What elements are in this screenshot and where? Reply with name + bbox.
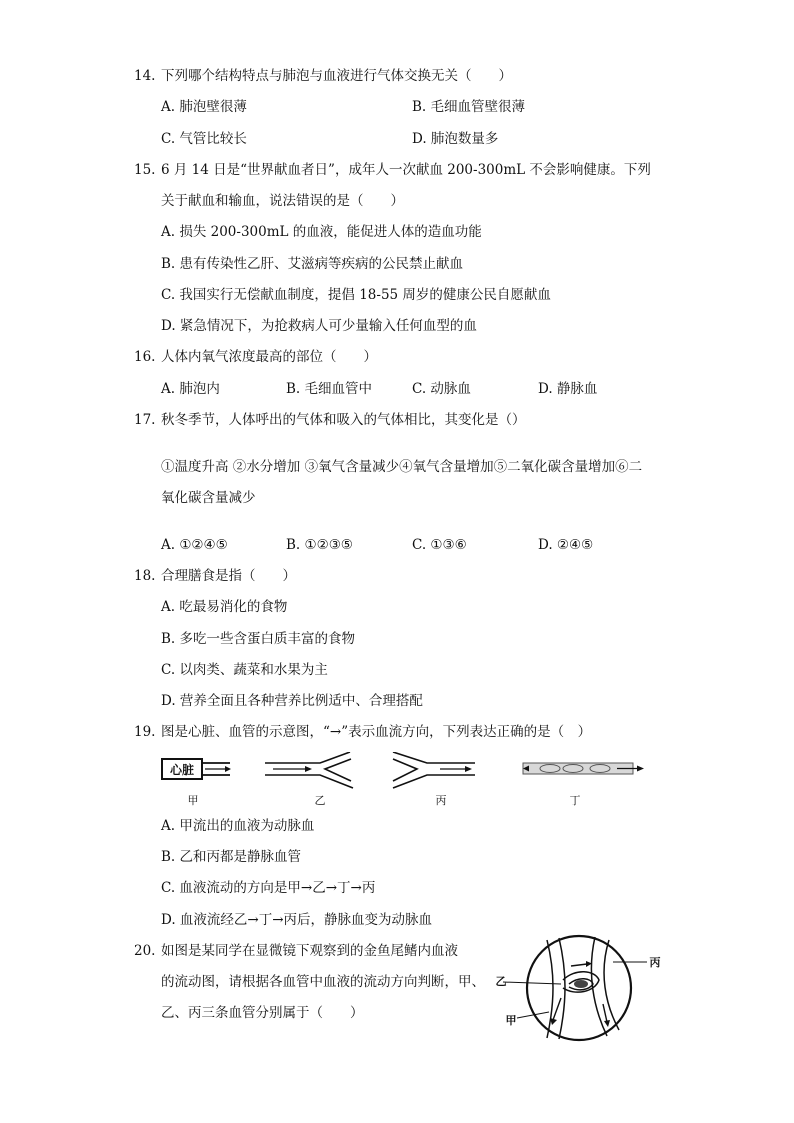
option-c: C. 我国实行无偿献血制度，提倡 18-55 周岁的健康公民自愿献血 bbox=[161, 287, 551, 303]
option-d: D. 紧急情况下，为抢救病人可少量输入任何血型的血 bbox=[161, 318, 477, 334]
question-stem-continued: 的流动图，请根据各血管中血液的流动方向判断，甲、 bbox=[161, 974, 485, 990]
option-b: B. 毛细血管壁很薄 bbox=[412, 99, 526, 115]
vessel-bing-figure bbox=[393, 752, 475, 788]
vessel-yi-figure bbox=[265, 752, 353, 788]
option-b: B. 毛细血管中 bbox=[286, 381, 373, 397]
vessel-jia-figure bbox=[162, 759, 231, 779]
statement-list-continued: 氧化碳含量减少 bbox=[161, 490, 256, 506]
option-b: B. ①②③⑤ bbox=[286, 537, 353, 553]
option-a: A. 甲流出的血液为动脉血 bbox=[161, 818, 315, 834]
option-d: D. 静脉血 bbox=[538, 381, 598, 397]
option-d: D. 血液流经乙→丁→丙后，静脉血变为动脉血 bbox=[161, 912, 433, 928]
option-a: A. 肺泡壁很薄 bbox=[161, 99, 247, 115]
label-jia: 甲 bbox=[505, 1014, 517, 1027]
option-b: B. 乙和丙都是静脉血管 bbox=[161, 849, 302, 865]
option-a: A. 肺泡内 bbox=[161, 381, 220, 397]
label-yi: 乙 bbox=[495, 975, 507, 988]
question-number: 17. bbox=[134, 412, 156, 428]
blood-vessel-diagram bbox=[155, 752, 645, 810]
option-d: D. ②④⑤ bbox=[538, 537, 594, 553]
option-d: D. 营养全面且各种营养比例适中、合理搭配 bbox=[161, 693, 423, 709]
label-ding: 丁 bbox=[569, 794, 581, 807]
option-c: C. 动脉血 bbox=[412, 381, 471, 397]
question-number: 14. bbox=[134, 68, 156, 84]
question-stem: 图是心脏、血管的示意图，“→”表示血流方向，下列表达正确的是（ ） bbox=[161, 724, 592, 740]
question-stem: 人体内氧气浓度最高的部位（ ） bbox=[161, 349, 377, 365]
option-c: C. 以肉类、蔬菜和水果为主 bbox=[161, 662, 328, 678]
question-number: 15. bbox=[134, 162, 156, 178]
question-stem: 合理膳食是指（ ） bbox=[161, 568, 296, 584]
microscope-field-figure bbox=[495, 932, 665, 1044]
heart-label: 心脏 bbox=[169, 763, 195, 777]
question-stem: 秋冬季节，人体呼出的气体和吸入的气体相比，其变化是（） bbox=[161, 412, 526, 428]
question-number: 18. bbox=[134, 568, 156, 584]
option-b: B. 多吃一些含蛋白质丰富的食物 bbox=[161, 631, 356, 647]
option-d: D. 肺泡数量多 bbox=[412, 131, 499, 147]
vessel-ding-figure bbox=[523, 763, 644, 774]
question-stem: 如图是某同学在显微镜下观察到的金鱼尾鳍内血液 bbox=[161, 943, 458, 959]
question-stem: 下列哪个结构特点与肺泡与血液进行气体交换无关（ ） bbox=[161, 68, 512, 84]
label-jia: 甲 bbox=[187, 794, 199, 807]
question-stem-continued: 乙、丙三条血管分别属于（ ） bbox=[161, 1005, 364, 1021]
label-bing: 丙 bbox=[435, 794, 447, 807]
option-c: C. 气管比较长 bbox=[161, 131, 247, 147]
statement-list: ①温度升高 ②水分增加 ③氧气含量减少④氧气含量增加⑤二氧化碳含量增加⑥二 bbox=[161, 459, 643, 475]
label-yi: 乙 bbox=[314, 794, 326, 807]
label-bing: 丙 bbox=[649, 956, 661, 969]
option-c: C. 血液流动的方向是甲→乙→丁→丙 bbox=[161, 880, 376, 896]
option-a: A. ①②④⑤ bbox=[161, 537, 228, 553]
question-number: 20. bbox=[134, 943, 156, 959]
question-number: 16. bbox=[134, 349, 156, 365]
option-a: A. 吃最易消化的食物 bbox=[161, 599, 288, 615]
option-c: C. ①③⑥ bbox=[412, 537, 467, 553]
question-stem: 6 月 14 日是“世界献血者日”，成年人一次献血 200-300mL 不会影响健康。下列 bbox=[161, 162, 651, 178]
option-b: B. 患有传染性乙肝、艾滋病等疾病的公民禁止献血 bbox=[161, 256, 464, 272]
option-a: A. 损失 200-300mL 的血液，能促进人体的造血功能 bbox=[161, 224, 482, 240]
question-stem-continued: 关于献血和输血，说法错误的是（ ） bbox=[161, 193, 404, 209]
question-number: 19. bbox=[134, 724, 156, 740]
